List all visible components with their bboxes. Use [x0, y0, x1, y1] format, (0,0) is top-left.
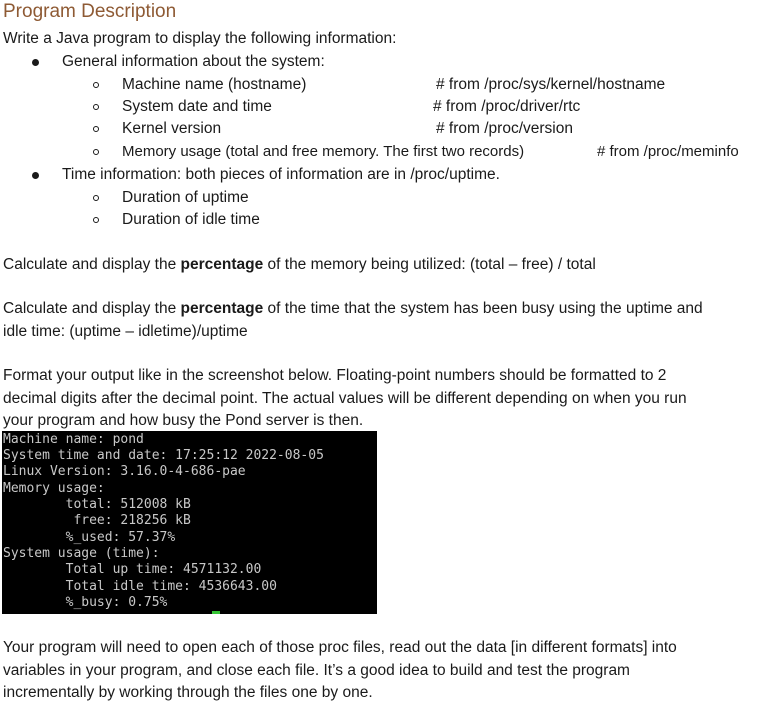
terminal-line: Linux Version: 3.16.0-4-686-pae — [3, 464, 246, 479]
circle-bullet-icon — [93, 195, 99, 201]
terminal-line: System time and date: 17:25:12 2022-08-05 — [3, 448, 324, 463]
item-hostname: Machine name (hostname) — [122, 76, 307, 93]
terminal-screenshot — [2, 431, 377, 614]
terminal-line: %_used: 57.37% — [3, 530, 176, 545]
circle-bullet-icon — [93, 217, 99, 223]
source-meminfo: # from /proc/meminfo — [597, 143, 739, 160]
terminal-line: %_busy: 0.75% — [3, 595, 168, 610]
terminal-line: System usage (time): — [3, 546, 160, 561]
closing-paragraph-line2: variables in your program, and close each file. It’s a good idea to build and test the program — [3, 662, 630, 679]
source-version: # from /proc/version — [436, 120, 573, 137]
item-uptime: Duration of uptime — [122, 189, 249, 206]
closing-paragraph-line1: Your program will need to open each of those proc files, read out the data [in different formats] into — [3, 639, 677, 656]
terminal-line: Machine name: pond — [3, 432, 144, 447]
source-hostname: # from /proc/sys/kernel/hostname — [436, 76, 666, 93]
bullet-icon — [32, 59, 39, 66]
item-date-time: System date and time — [122, 98, 272, 115]
terminal-line: free: 218256 kB — [3, 513, 191, 528]
circle-bullet-icon — [93, 82, 99, 88]
item-idle-time: Duration of idle time — [122, 211, 260, 228]
closing-paragraph-line3: incrementally by working through the files one by one. — [3, 684, 373, 701]
terminal-cursor — [212, 611, 220, 614]
format-paragraph-line3: your program and how busy the Pond server is then. — [3, 412, 364, 429]
terminal-line: Total up time: 4571132.00 — [3, 562, 262, 577]
source-rtc: # from /proc/driver/rtc — [433, 98, 581, 115]
terminal-line: Memory usage: — [3, 481, 105, 496]
memory-percentage-paragraph: Calculate and display the percentage of the memory being utilized: (total – free) / total — [3, 256, 596, 273]
item-memory-usage: Memory usage (total and free memory. The first two records) — [122, 143, 525, 160]
busy-percentage-paragraph: Calculate and display the percentage of the time that the system has been busy using the uptime and — [3, 300, 703, 317]
page-heading: Program Description — [3, 1, 177, 22]
circle-bullet-icon — [93, 149, 99, 155]
bullet-icon — [32, 172, 39, 179]
circle-bullet-icon — [93, 104, 99, 110]
time-info-label: Time information: both pieces of information are in /proc/uptime. — [62, 166, 500, 183]
general-info-label: General information about the system: — [62, 53, 325, 70]
format-paragraph-line2: decimal digits after the decimal point. The actual values will be different depending on when you run — [3, 390, 687, 407]
item-kernel-version: Kernel version — [122, 120, 222, 137]
format-paragraph-line1: Format your output like in the screenshot below. Floating-point numbers should be formatted to 2 — [3, 367, 667, 384]
terminal-line: total: 512008 kB — [3, 497, 191, 512]
intro-text: Write a Java program to display the following information: — [3, 30, 397, 47]
circle-bullet-icon — [93, 126, 99, 132]
terminal-line: Total idle time: 4536643.00 — [3, 579, 277, 594]
busy-percentage-line2: idle time: (uptime – idletime)/uptime — [3, 323, 248, 340]
